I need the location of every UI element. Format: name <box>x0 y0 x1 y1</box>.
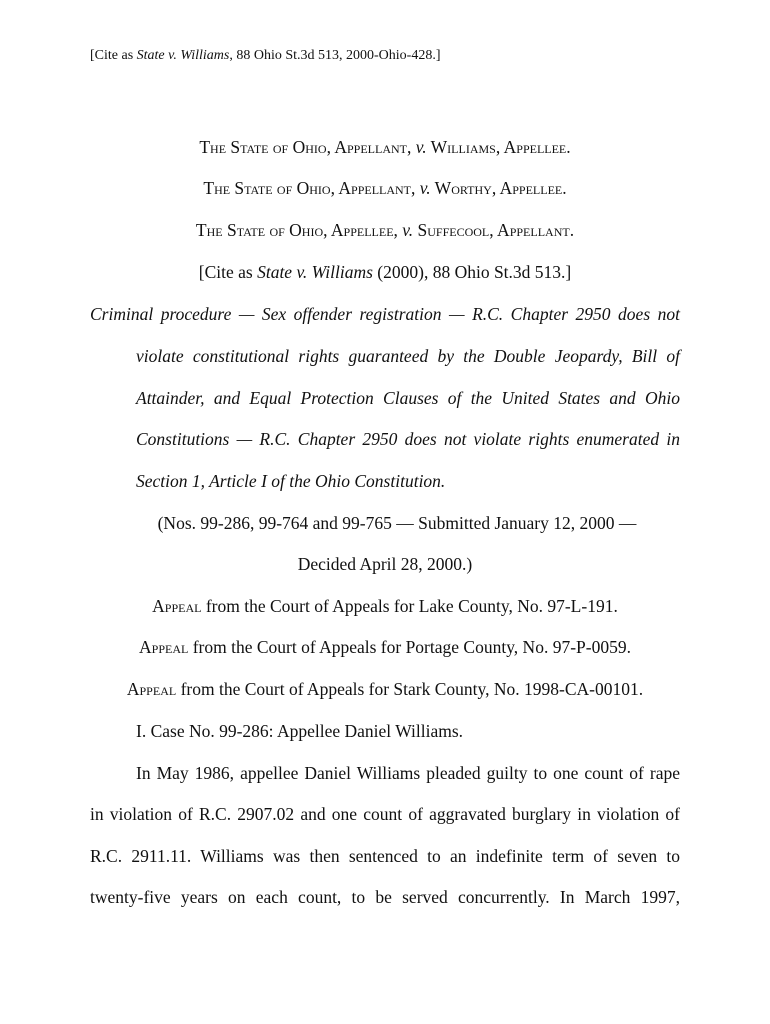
body-line: in violation of R.C. 2907.02 and one count of aggravated burglary in violation of <box>90 804 680 824</box>
appeal-line: Appeal from the Court of Appeals for Stark County, No. 1998-CA-00101. <box>126 679 644 699</box>
body-line: twenty-five years on each count, to be served concurrently. In March 1997, <box>90 887 680 907</box>
section-heading: I. Case No. 99-286: Appellee Daniel Williams. <box>136 721 464 741</box>
case-citation: [Cite as State v. Williams (2000), 88 Ohio St.3d 513.] <box>198 262 572 282</box>
syllabus-line: Attainder, and Equal Protection Clauses of the United States and Ohio <box>136 388 680 408</box>
body-line: In May 1986, appellee Daniel Williams pleaded guilty to one count of rape <box>136 763 680 783</box>
decided-date: Decided April 28, 2000.) <box>297 554 473 574</box>
syllabus-line: Constitutions — R.C. Chapter 2950 does not violate rights enumerated in <box>136 429 680 449</box>
party-line-1: The State of Ohio, Appellant, v. Williams, Appellee. <box>199 137 571 157</box>
case-numbers: (Nos. 99-286, 99-764 and 99-765 — Submitted January 12, 2000 — <box>157 513 637 533</box>
party-line-3: The State of Ohio, Appellee, v. Suffecool, Appellant. <box>195 220 575 240</box>
header-cite-suffix: , 88 Ohio St.3d 513, 2000-Ohio-428.] <box>229 48 441 63</box>
party-line-2: The State of Ohio, Appellant, v. Worthy, Appellee. <box>203 178 567 198</box>
appeal-line: Appeal from the Court of Appeals for Lake County, No. 97-L-191. <box>152 596 618 616</box>
header-cite-case: State v. Williams <box>136 48 230 63</box>
appeal-line: Appeal from the Court of Appeals for Portage County, No. 97-P-0059. <box>139 637 631 657</box>
body-line: R.C. 2911.11. Williams was then sentenced to an indefinite term of seven to <box>90 846 680 866</box>
header-cite-prefix: [Cite as <box>90 48 137 63</box>
syllabus-line: Section 1, Article I of the Ohio Constitution. <box>136 471 446 491</box>
syllabus-line: violate constitutional rights guaranteed by the Double Jeopardy, Bill of <box>136 346 680 366</box>
header-citation <box>90 45 441 67</box>
syllabus-line: Criminal procedure — Sex offender registration — R.C. Chapter 2950 does not <box>90 304 680 324</box>
